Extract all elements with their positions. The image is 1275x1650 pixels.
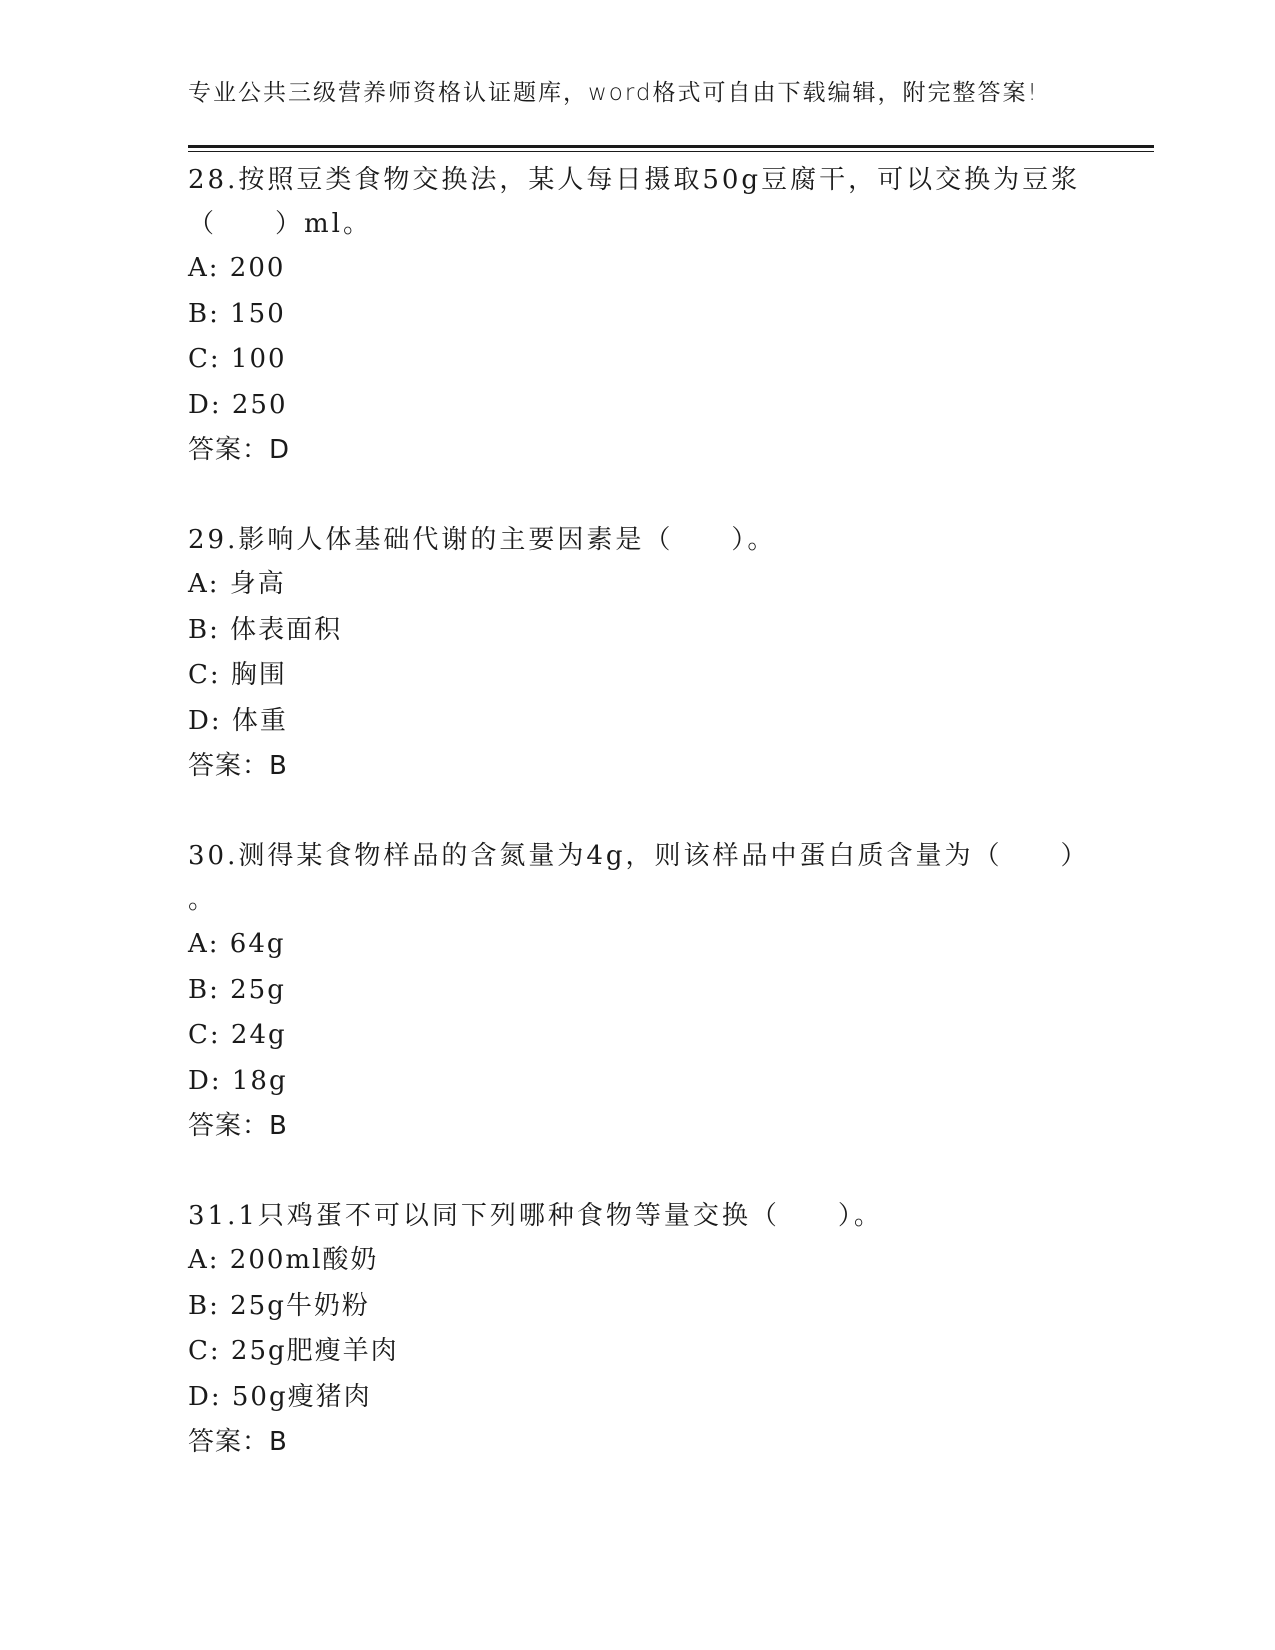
- option-b: B: 150: [188, 298, 286, 329]
- option-c: C: 胸围: [188, 660, 287, 690]
- question-stem-line: 28.按照豆类食物交换法，某人每日摄取50g豆腐干，可以交换为豆浆: [188, 165, 1081, 195]
- answer-line: 答案：D: [188, 435, 291, 465]
- option-b: B: 25g牛奶粉: [188, 1290, 370, 1321]
- question-stem-line: 31.1只鸡蛋不可以同下列哪种食物等量交换（ ）。: [188, 1201, 883, 1231]
- question-28: [188, 158, 1088, 473]
- option-a: A: 200: [188, 253, 286, 283]
- question-stem-line: 30.测得某食物样品的含氮量为4g，则该样品中蛋白质含量为（ ）: [188, 841, 1090, 871]
- option-a: A: 64g: [188, 929, 286, 959]
- option-a: A: 身高: [188, 569, 286, 599]
- option-b: B: 体表面积: [188, 614, 343, 645]
- answer-line: 答案：B: [188, 1427, 288, 1457]
- question-30: [188, 834, 1088, 1149]
- question-spacer: [188, 1149, 1088, 1194]
- question-stem-line: （ ）ml。: [188, 209, 372, 239]
- answer-line: 答案：B: [188, 751, 288, 781]
- option-d: D: 18g: [188, 1065, 288, 1096]
- option-d: D: 50g瘦猪肉: [188, 1381, 372, 1412]
- option-d: D: 体重: [188, 705, 288, 736]
- option-b: B: 25g: [188, 974, 286, 1005]
- question-spacer: [188, 473, 1088, 518]
- question-29: [188, 518, 1088, 789]
- option-c: C: 100: [188, 344, 287, 374]
- option-c: C: 25g肥瘦羊肉: [188, 1336, 399, 1366]
- page-header: 专业公共三级营养师资格认证题库，word格式可自由下载编辑，附完整答案!: [188, 80, 1039, 106]
- header-rule-thick: [188, 145, 1154, 148]
- option-a: A: 200ml酸奶: [188, 1245, 379, 1275]
- question-31: [188, 1194, 1088, 1465]
- option-d: D: 250: [188, 389, 288, 420]
- option-c: C: 24g: [188, 1020, 287, 1050]
- header-rule-thin: [188, 151, 1154, 152]
- question-stem-line: 29.影响人体基础代谢的主要因素是（ ）。: [188, 525, 777, 555]
- question-stem-line: 。: [188, 885, 218, 915]
- question-spacer: [188, 789, 1088, 834]
- question-list: [188, 158, 1088, 1465]
- answer-line: 答案：B: [188, 1111, 288, 1141]
